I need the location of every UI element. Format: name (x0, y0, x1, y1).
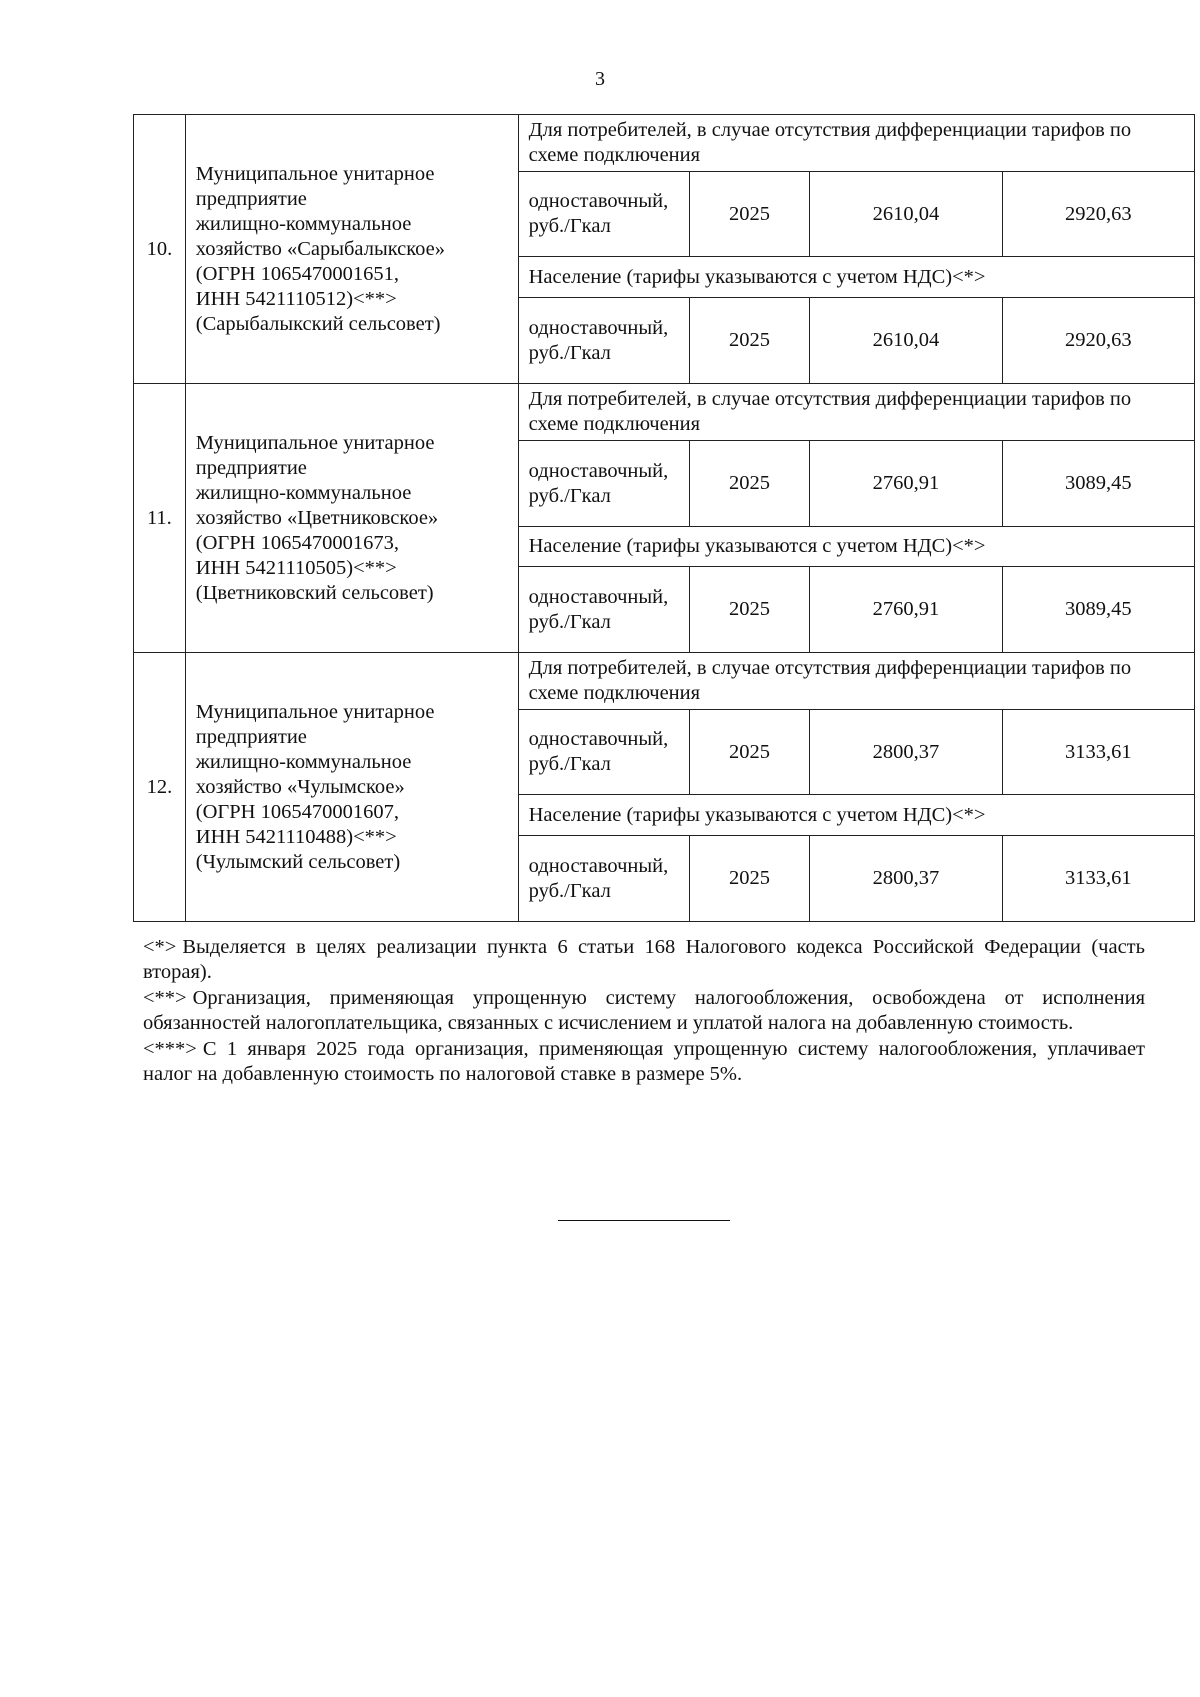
tariff-value-2: 2920,63 (1002, 172, 1194, 257)
footnote-text: Организация, применяющая упрощенную систему налогообложения, освобождена от исполнения обязанностей налогоплательщика, связанных с исчислением и уплатой налога на добавленную стоимость. (143, 986, 1145, 1035)
end-divider (558, 1220, 730, 1221)
category-population: Население (тарифы указываются с учетом НДС)<*> (518, 795, 1194, 836)
year-cell: 2025 (689, 298, 809, 384)
tariff-value-1: 2610,04 (810, 298, 1002, 384)
rate-type: одноставочный, руб./Гкал (518, 441, 689, 527)
footnote (143, 986, 1145, 1037)
tariff-value-1: 2800,37 (810, 710, 1002, 795)
year-cell: 2025 (689, 441, 809, 527)
footnote-text: С 1 января 2025 года организация, применяющая упрощенную систему налогообложения, уплачивает налог на добавленную стоимость по налоговой ставке в размере 5%. (143, 1037, 1145, 1086)
tariff-value-2: 2920,63 (1002, 298, 1194, 384)
year-cell: 2025 (689, 710, 809, 795)
category-general: Для потребителей, в случае отсутствия дифференциации тарифов по схеме подключения (518, 115, 1194, 172)
tariff-value-1: 2800,37 (810, 836, 1002, 922)
footnote (143, 1037, 1145, 1088)
table-row (134, 384, 1195, 441)
tariff-value-1: 2760,91 (810, 441, 1002, 527)
row-number: 10. (134, 115, 186, 384)
organization-name: Муниципальное унитарное предприятие жилищно-коммунальное хозяйство «Чулымское» (ОГРН 1065470001607, ИНН 5421110488)<**> (Чулымский сельсовет) (185, 653, 518, 922)
footnote (143, 935, 1145, 986)
category-population: Население (тарифы указываются с учетом НДС)<*> (518, 527, 1194, 567)
table-row (134, 653, 1195, 710)
rate-type: одноставочный, руб./Гкал (518, 298, 689, 384)
category-general: Для потребителей, в случае отсутствия дифференциации тарифов по схеме подключения (518, 384, 1194, 441)
rate-type: одноставочный, руб./Гкал (518, 710, 689, 795)
row-number: 12. (134, 653, 186, 922)
row-number: 11. (134, 384, 186, 653)
tariff-table (133, 114, 1195, 922)
footnote-text: Выделяется в целях реализации пункта 6 статьи 168 Налогового кодекса Российской Федерации (часть вторая). (143, 936, 1145, 984)
footnote-marker: <***> (143, 1037, 197, 1060)
rate-type: одноставочный, руб./Гкал (518, 567, 689, 653)
year-cell: 2025 (689, 172, 809, 257)
tariff-value-2: 3133,61 (1002, 710, 1194, 795)
page-number: 3 (595, 68, 605, 90)
tariff-value-2: 3133,61 (1002, 836, 1194, 922)
footnote-marker: <*> (143, 936, 177, 958)
rate-type: одноставочный, руб./Гкал (518, 836, 689, 922)
tariff-value-1: 2610,04 (810, 172, 1002, 257)
year-cell: 2025 (689, 836, 809, 922)
footnotes (143, 935, 1145, 1087)
year-cell: 2025 (689, 567, 809, 653)
category-population: Население (тарифы указываются с учетом НДС)<*> (518, 257, 1194, 298)
rate-type: одноставочный, руб./Гкал (518, 172, 689, 257)
tariff-value-2: 3089,45 (1002, 441, 1194, 527)
table-row (134, 115, 1195, 172)
organization-name: Муниципальное унитарное предприятие жилищно-коммунальное хозяйство «Сарыбалыкское» (ОГРН 1065470001651, ИНН 5421110512)<**> (Сарыбалыкский сельсовет) (185, 115, 518, 384)
footnote-marker: <**> (143, 986, 187, 1009)
organization-name: Муниципальное унитарное предприятие жилищно-коммунальное хозяйство «Цветниковское» (ОГРН 1065470001673, ИНН 5421110505)<**> (Цветниковский сельсовет) (185, 384, 518, 653)
tariff-value-2: 3089,45 (1002, 567, 1194, 653)
category-general: Для потребителей, в случае отсутствия дифференциации тарифов по схеме подключения (518, 653, 1194, 710)
tariff-value-1: 2760,91 (810, 567, 1002, 653)
